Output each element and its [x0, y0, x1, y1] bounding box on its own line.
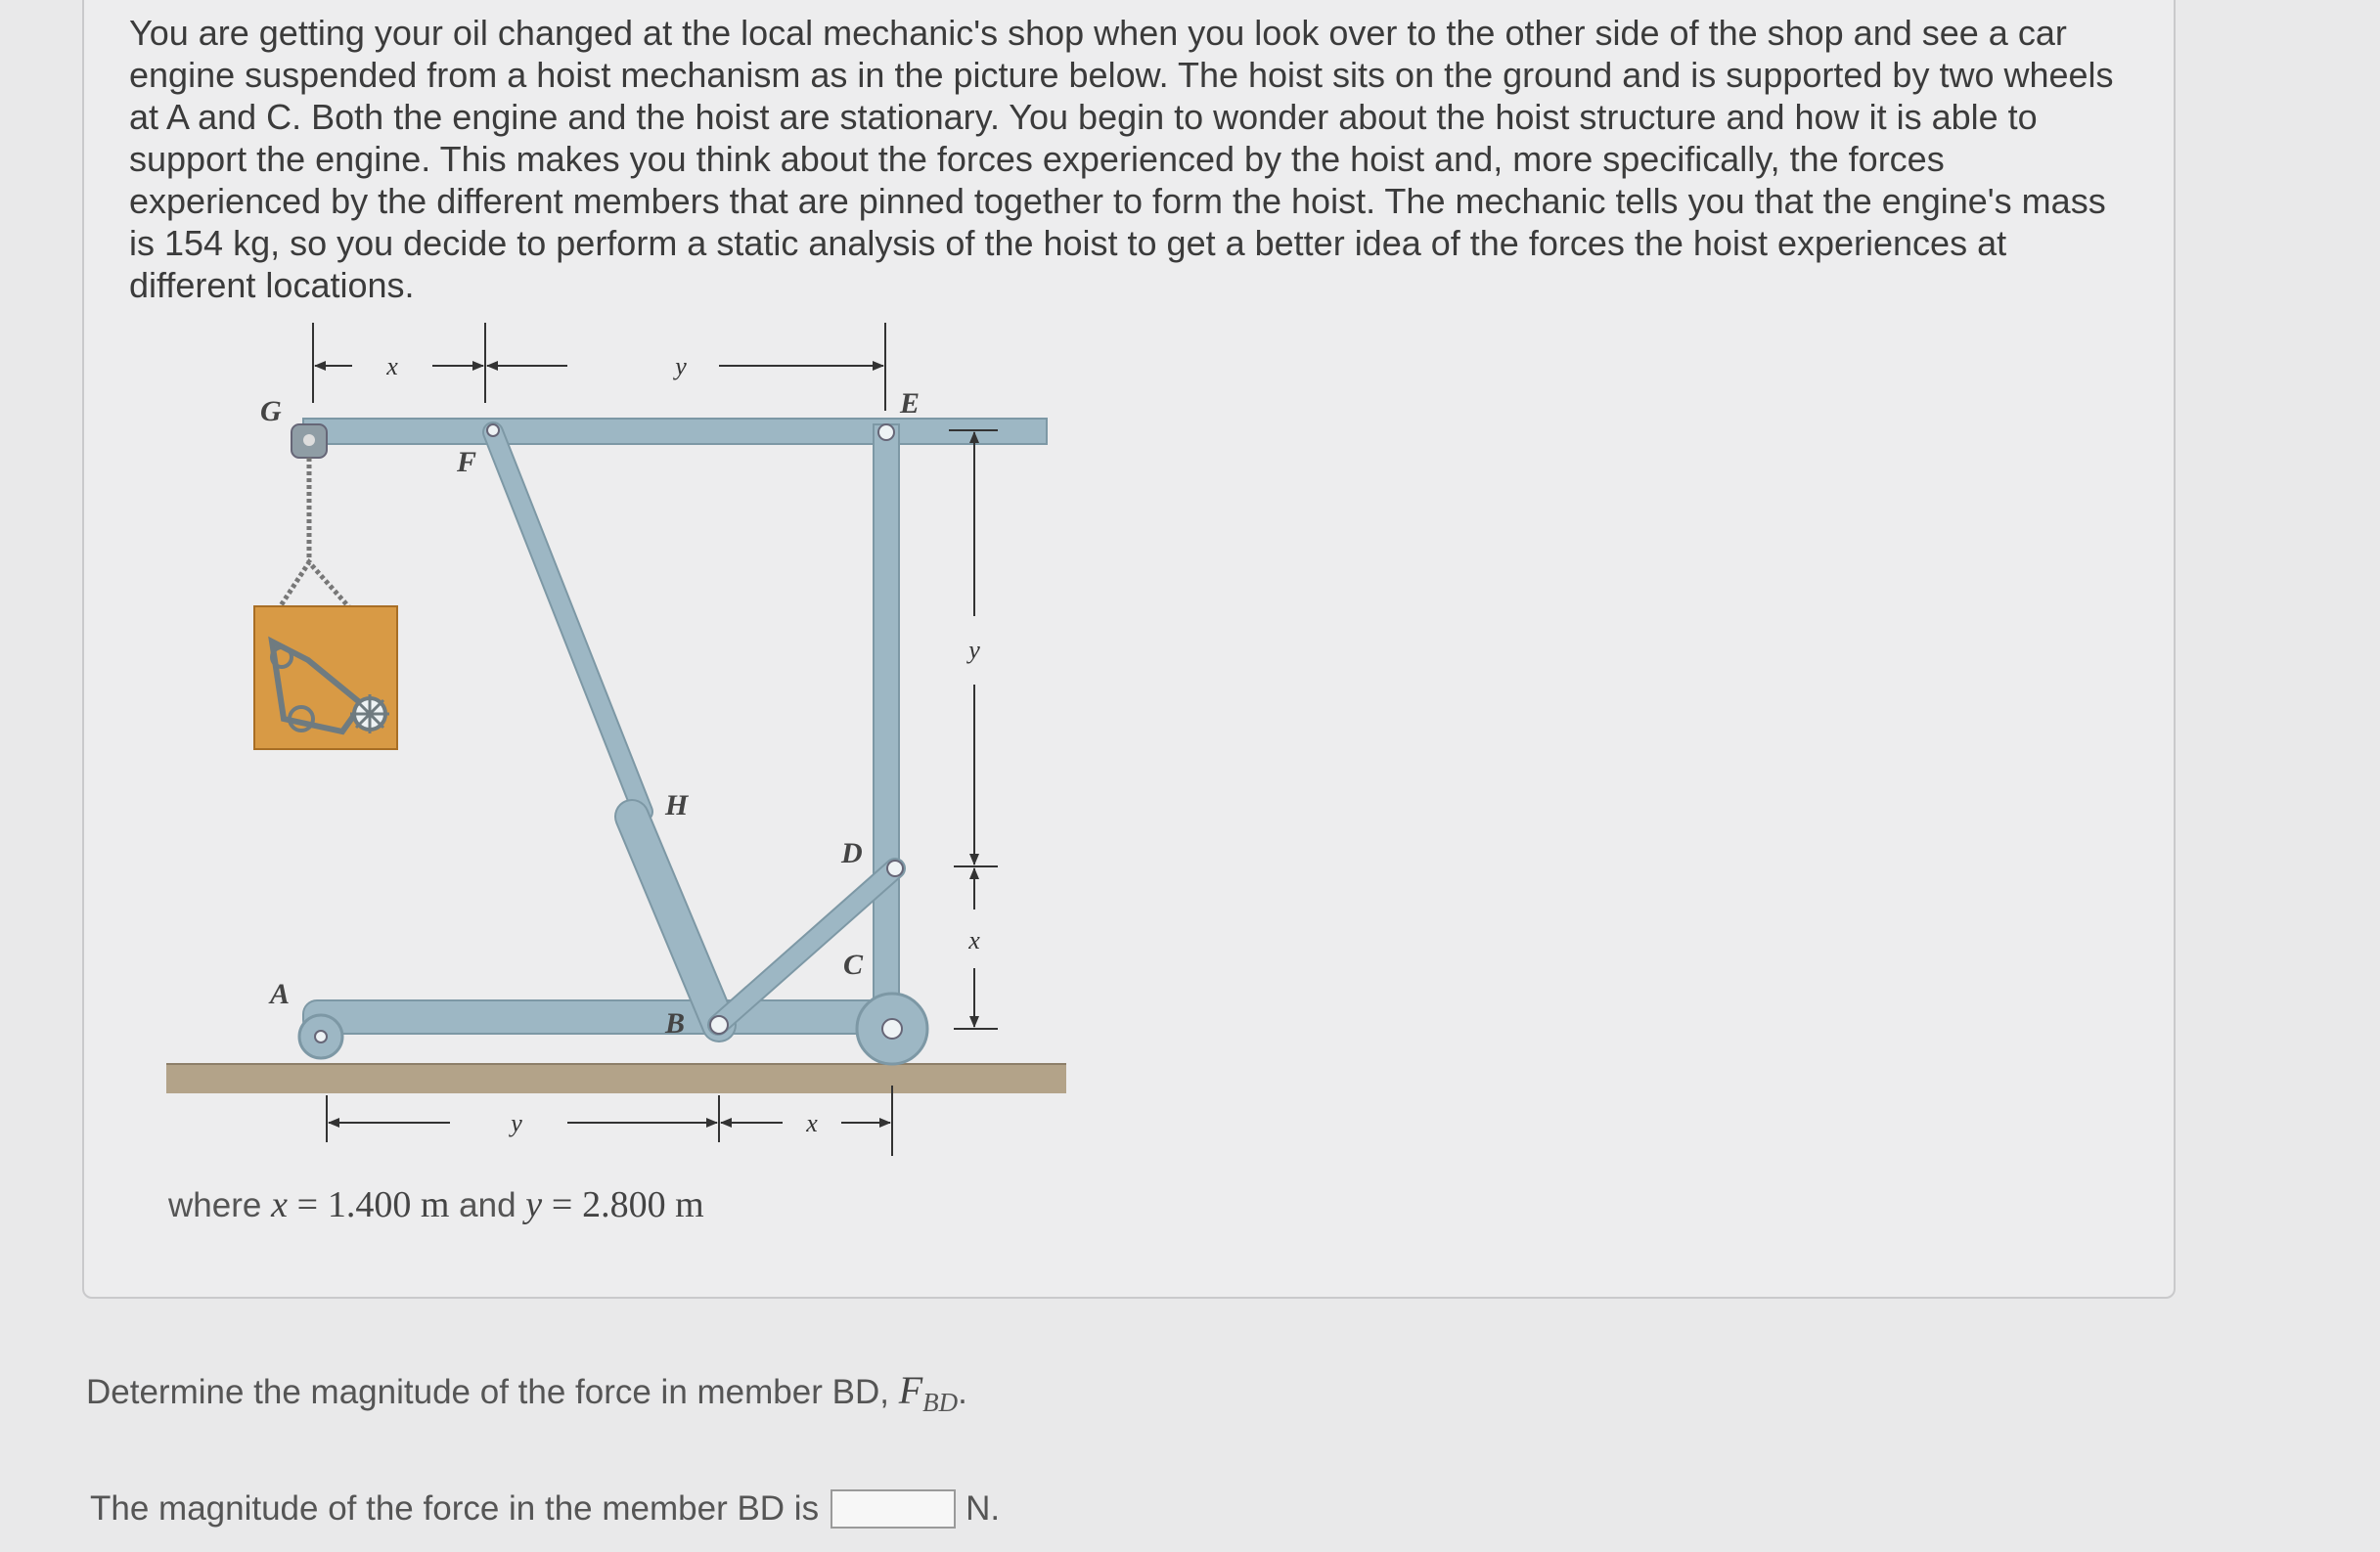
label-a: A [270, 978, 291, 1010]
dim-bottom-y: y [511, 1109, 522, 1137]
answer-prefix: The magnitude of the force in the member BD is [90, 1489, 820, 1528]
hoist-figure [157, 323, 1076, 1174]
dim-right-x: x [968, 926, 980, 954]
label-c: C [843, 949, 864, 981]
question [86, 1367, 967, 1418]
pin-d [887, 861, 903, 876]
equals-sign: = [296, 1184, 319, 1225]
equals-sign: = [551, 1184, 573, 1225]
y-variable: y [525, 1184, 543, 1225]
label-b: B [665, 1007, 686, 1040]
dim-bottom-x: x [806, 1109, 818, 1137]
label-f: F [457, 446, 477, 478]
pin-b [710, 1016, 728, 1034]
answer-input[interactable] [831, 1489, 956, 1529]
pin-f [487, 424, 499, 436]
label-d: D [841, 837, 863, 869]
vertical-post [874, 424, 899, 1029]
force-symbol: F [898, 1368, 923, 1412]
y-value: 2.800 m [582, 1184, 704, 1225]
answer-unit: N. [965, 1489, 1001, 1528]
answer-row [90, 1489, 1000, 1529]
label-g: G [260, 395, 282, 427]
question-end: . [958, 1373, 967, 1411]
problem-paragraph: You are getting your oil changed at the local mechanic's shop when you look over to the other side of the shop and see a car engine suspended from a hoist mechanism as in the picture below. The hoist sits on the ground and is supported by two wheels at A and C. Both the engine and the hoist are stationary. You begin to wonder about the hoist structure and how it is able to support the engine. This makes you think about the forces experienced by the hoist and, more specifically, the forces experienced by the different members that are pinned together to form the hoist. The mechanic tells you that the engine's mass is 154 kg, so you decide to perform a static analysis of the hoist to get a better idea of the forces the hoist experiences at different locations. [129, 13, 2114, 305]
force-subscript: BD [922, 1388, 959, 1417]
where-text: where [168, 1186, 262, 1224]
question-text: Determine the magnitude of the force in member BD, [86, 1373, 889, 1411]
label-e: E [900, 387, 921, 420]
top-beam [303, 419, 1047, 444]
x-value: 1.400 m [327, 1184, 450, 1225]
dim-top-y: y [675, 352, 687, 380]
and-text: and [459, 1186, 516, 1224]
label-h: H [665, 789, 689, 821]
dim-top-x: x [386, 352, 398, 380]
x-variable: x [271, 1184, 288, 1225]
dim-right-y: y [968, 636, 980, 664]
pin-e [878, 424, 894, 440]
bottom-beam [303, 1000, 890, 1034]
dimension-values [168, 1183, 704, 1226]
ground [166, 1064, 1066, 1093]
